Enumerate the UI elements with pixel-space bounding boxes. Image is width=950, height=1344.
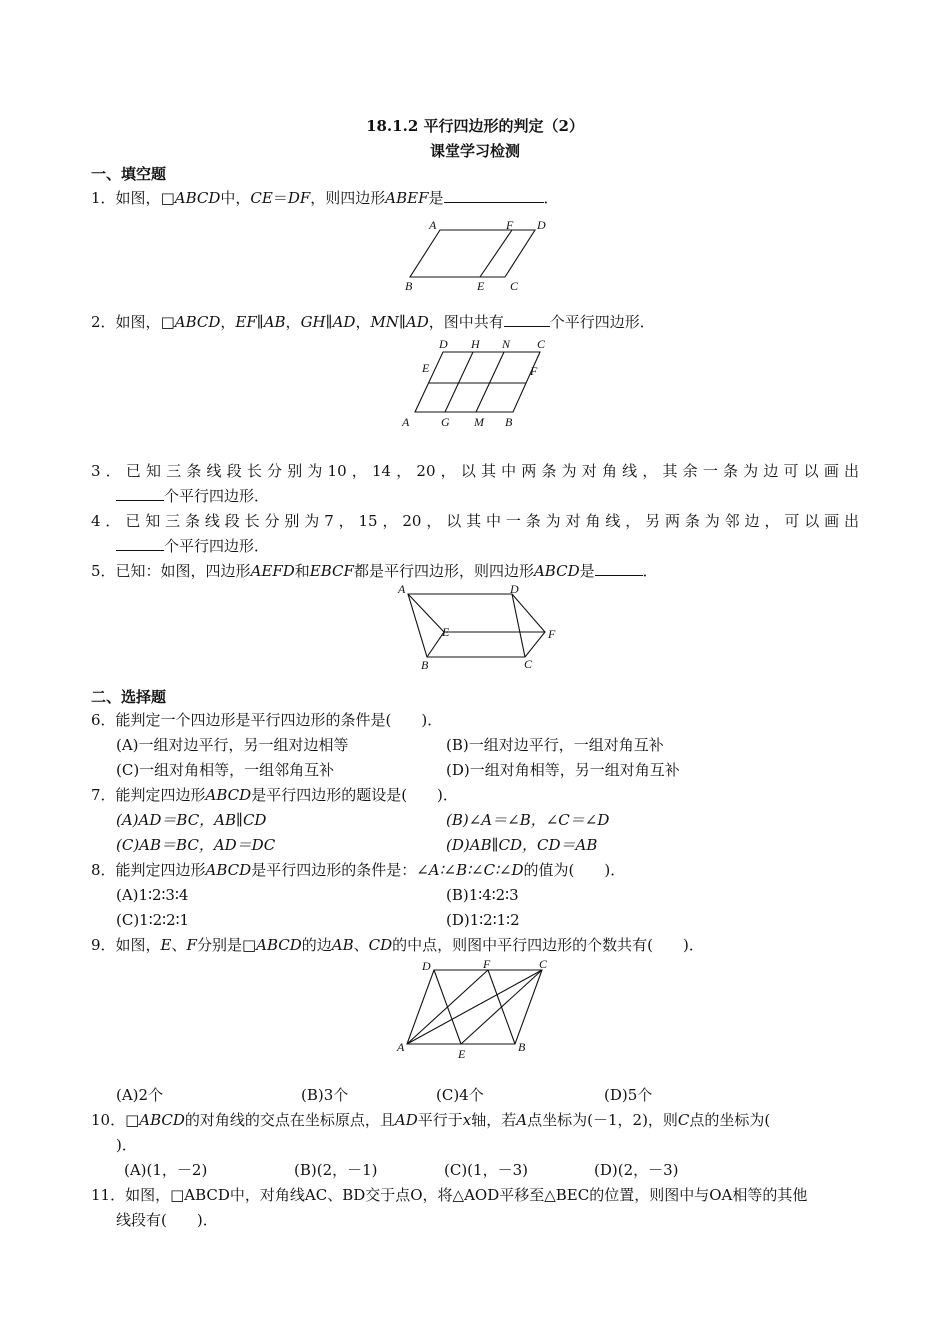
page-title: 18.1.2 平行四边形的判定（2） <box>366 117 584 135</box>
figure-q5 <box>392 580 572 675</box>
fig1-label-f: F <box>506 218 514 232</box>
q7-option-d[interactable]: (D)AB∥CD，CD＝AB <box>446 836 598 854</box>
fig5-label-b: B <box>421 658 429 672</box>
q8-option-a[interactable]: (A)1∶2∶3∶4 <box>116 886 189 904</box>
fig2-label-g: G <box>441 415 450 429</box>
fig1-label-a: A <box>429 218 437 232</box>
question-1: 1．如图，□ABCD中，CE＝DF，则四边形ABEF是 ． <box>91 189 559 207</box>
fig2-label-a: A <box>402 415 410 429</box>
q8-option-d[interactable]: (D)1∶2∶1∶2 <box>446 911 520 929</box>
question-11-cont: 线段有( )． <box>116 1211 218 1229</box>
question-10: 10．□ABCD的对角线的交点在坐标原点，且AD平行于x轴，若A点坐标为(－1，2)，则C点的坐标为( <box>91 1111 771 1129</box>
section-fill-blank: 一、填空题 <box>91 165 167 183</box>
section-multiple-choice: 二、选择题 <box>91 688 167 706</box>
q6-option-c[interactable]: (C)一组对角相等，一组邻角互补 <box>116 761 335 779</box>
figure-q2 <box>395 335 565 435</box>
fig9-label-b: B <box>518 1040 526 1054</box>
question-11: 11．如图，□ABCD中，对角线AC、BD交于点O，将△AOD平移至△BEC的位置，则图中与OA相等的其他 <box>91 1186 808 1204</box>
answer-blank[interactable] <box>444 188 544 203</box>
answer-blank[interactable] <box>504 312 550 327</box>
fig2-label-m: M <box>474 415 484 429</box>
q10-option-d[interactable]: (D)(2，－3) <box>594 1161 679 1179</box>
q7-option-b[interactable]: (B)∠A＝∠B，∠C＝∠D <box>446 811 610 829</box>
fig1-label-e: E <box>477 279 485 293</box>
q10-option-a[interactable]: (A)(1，－2) <box>124 1161 208 1179</box>
fig9-label-d: D <box>422 959 431 973</box>
question-6: 6．能判定一个四边形是平行四边形的条件是( )． <box>91 711 443 729</box>
q7-option-a[interactable]: (A)AD＝BC，AB∥CD <box>116 811 267 829</box>
page-subtitle: 课堂学习检测 <box>429 142 520 160</box>
fig9-label-f: F <box>483 958 491 971</box>
question-9: 9．如图，E、F分别是□ABCD的边AB、CD的中点，则图中平行四边形的个数共有( )． <box>91 936 704 954</box>
figure-q1 <box>395 215 565 295</box>
fig1-label-d: D <box>537 218 546 232</box>
fig9-label-a: A <box>397 1040 405 1054</box>
question-3: 3．已知三条线段长分别为10，14，20，以其中两条为对角线，其余一条为边可以画出 <box>91 462 859 480</box>
fig2-label-n: N <box>502 337 511 351</box>
fig2-label-e: E <box>422 361 430 375</box>
fig1-label-b: B <box>405 279 413 293</box>
answer-blank[interactable] <box>116 486 164 501</box>
question-4-cont: 个平行四边形． <box>116 536 269 556</box>
question-3-cont: 个平行四边形． <box>116 486 269 506</box>
fig5-label-e: E <box>442 625 450 639</box>
q6-option-a[interactable]: (A)一组对边平行，另一组对边相等 <box>116 736 349 754</box>
fig5-label-a: A <box>398 582 406 596</box>
fig9-label-e: E <box>458 1047 466 1061</box>
answer-blank[interactable] <box>116 536 164 551</box>
question-2: 2．如图，□ABCD，EF∥AB，GH∥AD，MN∥AD，图中共有 个平行四边形． <box>91 313 655 331</box>
fig5-label-d: D <box>510 582 519 596</box>
question-5: 5．已知：如图，四边形AEFD和EBCF都是平行四边形，则四边形ABCD是 ． <box>91 562 658 580</box>
fig2-label-h: H <box>471 337 480 351</box>
q9-option-c[interactable]: (C)4个 <box>436 1086 484 1104</box>
fig9-label-c: C <box>539 958 548 971</box>
q7-option-c[interactable]: (C)AB＝BC，AD＝DC <box>116 836 276 854</box>
q8-option-c[interactable]: (C)1∶2∶2∶1 <box>116 911 190 929</box>
q9-option-a[interactable]: (A)2个 <box>116 1086 164 1104</box>
q6-option-b[interactable]: (B)一组对边平行，一组对角互补 <box>446 736 664 754</box>
question-4: 4．已知三条线段长分别为7，15，20，以其中一条为对角线，另两条为邻边，可以画出 <box>91 512 859 530</box>
question-7: 7．能判定四边形ABCD是平行四边形的题设是( )． <box>91 786 458 804</box>
fig2-label-c: C <box>537 337 546 351</box>
q8-option-b[interactable]: (B)1∶4∶2∶3 <box>446 886 519 904</box>
figure-q9 <box>392 958 562 1063</box>
q9-option-b[interactable]: (B)3个 <box>301 1086 349 1104</box>
answer-blank[interactable] <box>595 561 643 576</box>
fig5-label-f: F <box>548 627 556 641</box>
fig5-label-c: C <box>524 657 533 671</box>
q10-option-b[interactable]: (B)(2，－1) <box>294 1161 378 1179</box>
fig2-label-f: F <box>530 364 538 378</box>
fig2-label-d: D <box>439 337 448 351</box>
q9-option-d[interactable]: (D)5个 <box>604 1086 653 1104</box>
question-8: 8．能判定四边形ABCD是平行四边形的条件是：∠A∶∠B∶∠C∶∠D的值为( )． <box>91 861 626 879</box>
q10-option-c[interactable]: (C)(1，－3) <box>444 1161 528 1179</box>
q6-option-d[interactable]: (D)一组对角相等，另一组对角互补 <box>446 761 680 779</box>
fig1-label-c: C <box>510 279 519 293</box>
question-10-cont: )． <box>116 1136 137 1154</box>
fig2-label-b: B <box>505 415 513 429</box>
